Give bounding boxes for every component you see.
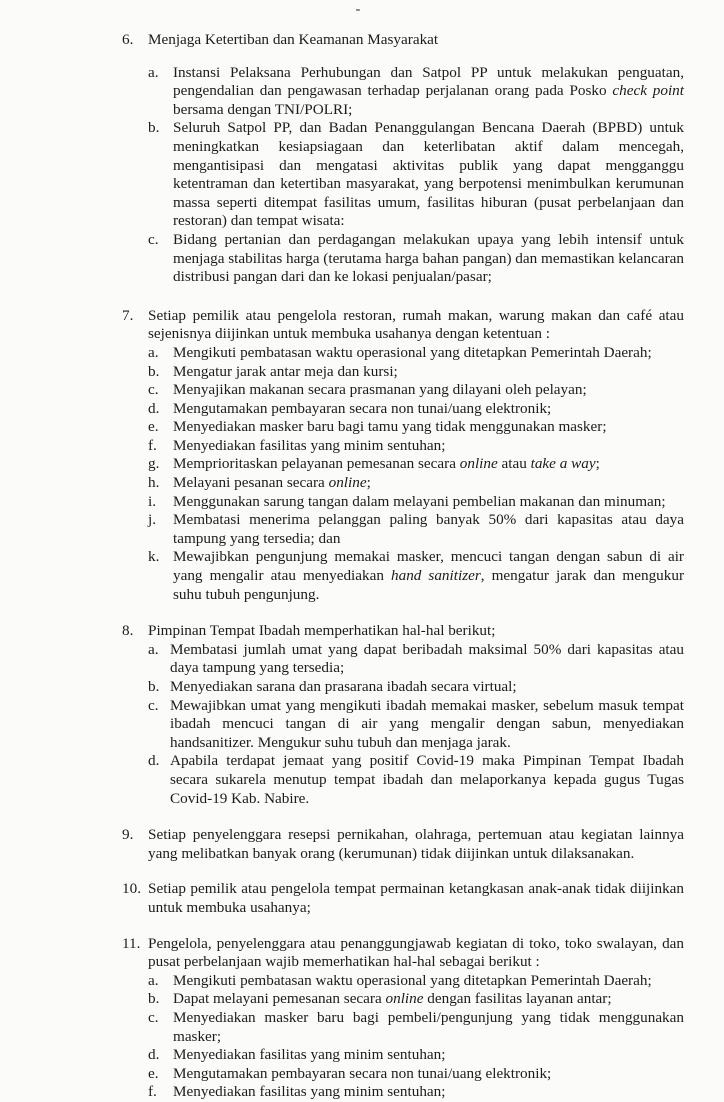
item-text: Menggunakan sarung tangan dalam melayani pembelian makanan dan minuman; xyxy=(173,492,666,510)
item-letter: b. xyxy=(148,990,160,1008)
list-item xyxy=(148,381,684,400)
text-run: dengan fasilitas layanan antar; xyxy=(423,990,612,1008)
item-text: Seluruh Satpol PP, dan Badan Penanggulangan Bencana Daerah (BPBD) untuk meningkatkan kesiapsiagaan dan keterlibatan aktif dalam mencegah, mengantisipasi dan mengatasi aktivitas publik yang dapat mengganggu ketentraman dan ketertiban masyarakat, yang berpotensi menimbulkan kerumunan massa seperti ditempat fasilitas umum, fasilitas hiburan (pusat perbelanjaan dan restoran) dan tempat wisata: xyxy=(173,119,684,230)
item-letter: b. xyxy=(148,119,160,137)
list-item xyxy=(148,1046,684,1065)
list-item xyxy=(148,1065,684,1084)
item-letter: e. xyxy=(148,1064,159,1082)
item-text: Mengatur jarak antar meja dan kursi; xyxy=(173,362,398,380)
list-item xyxy=(148,455,684,474)
item-text: Menyediakan masker baru bagi tamu yang tidak menggunakan masker; xyxy=(173,418,607,436)
item-text: Bidang pertanian dan perdagangan melakukan upaya yang lebih intensif untuk menjaga stabilitas harga (terutama harga bahan pangan) dan memastikan kelancaran distribusi pangan dari dan ke lokasi penjualan/pasar; xyxy=(173,230,684,286)
list-item xyxy=(148,363,684,382)
item-letter: c. xyxy=(148,1008,159,1026)
section-number: 10. xyxy=(122,880,141,898)
text-run: Memprioritaskan pelayanan pemesanan secara xyxy=(173,455,460,473)
item-text xyxy=(173,64,684,120)
item-letter: a. xyxy=(148,640,159,658)
list-item xyxy=(148,641,684,678)
section-title: Menjaga Ketertiban dan Keamanan Masyarakat xyxy=(148,31,439,48)
list-item xyxy=(148,697,684,753)
section-text: Setiap penyelenggara resepsi pernikahan, olahraga, pertemuan atau kegiatan lainnya yang melibatkan banyak orang (kerumunan) tidak diijinkan untuk dilaksanakan. xyxy=(148,826,684,862)
list-item xyxy=(148,344,684,363)
item-letter: f. xyxy=(148,1083,157,1101)
italic-term: hand sanitizer xyxy=(391,567,481,585)
list-item xyxy=(148,1009,684,1046)
item-letter: c. xyxy=(148,381,159,399)
item-text: Mengutamakan pembayaran secara non tunai/uang elektronik; xyxy=(173,1064,552,1082)
list-item xyxy=(148,678,684,697)
item-text: Menyediakan fasilitas yang minim sentuhan; xyxy=(173,1046,446,1064)
list-item xyxy=(148,437,684,456)
item-text: Apabila terdapat jemaat yang positif Covid-19 maka Pimpinan Tempat Ibadah secara sukarela menutup tempat ibadah dan melaporkanya kepada gugus Tugas Covid-19 Kab. Nabire. xyxy=(170,752,684,807)
sub-list xyxy=(148,641,684,808)
text-run: Mewajibkan pengunjung memakai masker, mencuci tangan dengan sabun di air yang mengalir atau menyediakan xyxy=(173,548,684,585)
list-item xyxy=(148,548,684,604)
italic-term: online xyxy=(385,990,424,1008)
section-title: Pengelola, penyelenggara atau penanggungjawab kegiatan di toko, toko swalayan, dan pusat perbelanjaan wajib memerhatikan hal-hal sebagai berikut : xyxy=(148,934,684,971)
text-run: ; xyxy=(595,455,600,473)
item-letter: a. xyxy=(148,971,159,989)
list-item xyxy=(148,119,684,231)
italic-term: take a way xyxy=(530,455,596,473)
section-6 xyxy=(122,31,684,287)
item-text: Menyediakan masker baru bagi pembeli/pengunjung yang tidak menggunakan masker; xyxy=(173,1008,684,1045)
item-text: Membatasi menerima pelanggan paling banyak 50% dari kapasitas atau daya tampung yang tersedia; dan xyxy=(173,511,684,547)
section-number: 7. xyxy=(122,306,134,324)
section-10 xyxy=(122,880,684,917)
sub-list xyxy=(148,64,684,287)
page-marker: - xyxy=(355,2,361,17)
item-letter: a. xyxy=(148,343,159,361)
text-run: ; xyxy=(366,474,371,492)
text-run: , mengatur jarak dan mengukur suhu tubuh pengunjung. xyxy=(173,567,685,603)
section-number: 6. xyxy=(122,31,134,48)
item-letter: h. xyxy=(148,474,160,492)
item-letter: b. xyxy=(148,678,160,695)
list-item xyxy=(148,990,684,1009)
item-text: Mengikuti pembatasan waktu operasional yang ditetapkan Pemerintah Daerah; xyxy=(173,343,652,361)
italic-term: online xyxy=(459,455,498,473)
item-letter: k. xyxy=(148,548,160,566)
item-letter: d. xyxy=(148,752,160,770)
text-run: Instansi Pelaksana Perhubungan dan Satpol PP untuk melakukan penguatan, pengendalian dan pengawasan terhadap perjalanan orang pada Posko xyxy=(173,63,684,100)
item-text: Menyediakan sarana dan prasarana ibadah secara virtual; xyxy=(170,678,517,695)
list-item xyxy=(148,64,684,120)
item-letter: f. xyxy=(148,436,157,454)
item-letter: d. xyxy=(148,1046,160,1064)
section-number: 9. xyxy=(122,826,134,844)
list-item xyxy=(148,493,684,512)
item-letter: e. xyxy=(148,418,159,436)
text-run: Melayani pesanan secara xyxy=(173,474,329,492)
italic-term: check point xyxy=(612,82,684,100)
text-run: Dapat melayani pemesanan secara xyxy=(173,990,386,1008)
section-7 xyxy=(122,307,684,605)
section-title: Setiap pemilik atau pengelola restoran, rumah makan, warung makan dan café atau sejenisnya diijinkan untuk membuka usahanya dengan ketentuan : xyxy=(148,306,684,343)
item-text: Menyediakan fasilitas yang minim sentuhan; xyxy=(173,1083,446,1101)
section-11 xyxy=(122,935,684,1102)
item-text xyxy=(173,474,684,493)
item-letter: g. xyxy=(148,455,160,473)
item-letter: c. xyxy=(148,230,159,248)
list-item xyxy=(148,418,684,437)
sub-list xyxy=(148,972,684,1102)
item-text: Mengutamakan pembayaran secara non tunai/uang elektronik; xyxy=(173,399,552,417)
item-text: Membatasi jumlah umat yang dapat beribadah maksimal 50% dari kapasitas atau daya tampung yang tersedia; xyxy=(170,640,684,677)
list-item xyxy=(148,231,684,287)
spacer xyxy=(122,50,684,64)
section-number: 8. xyxy=(122,622,134,640)
section-title: Pimpinan Tempat Ibadah memperhatikan hal-hal berikut; xyxy=(148,622,496,640)
item-letter: b. xyxy=(148,362,160,380)
list-item xyxy=(148,511,684,548)
sub-list xyxy=(148,344,684,604)
section-text: Setiap pemilik atau pengelola tempat permainan ketangkasan anak-anak tidak diijinkan untuk membuka usahanya; xyxy=(148,880,684,916)
item-text: Menyajikan makanan secara prasmanan yang dilayani oleh pelayan; xyxy=(173,381,587,399)
item-text: Menyediakan fasilitas yang minim sentuhan; xyxy=(173,436,446,454)
item-letter: d. xyxy=(148,399,160,417)
list-item xyxy=(148,474,684,493)
text-run: atau xyxy=(497,455,531,473)
item-text: Mewajibkan umat yang mengikuti ibadah memakai masker, sebelum masuk tempat ibadah mencuci tangan di air yang mengalir dengan sabun, menyediakan handsanitizer. Mengukur suhu tubuh dan menjaga jarak. xyxy=(170,696,684,751)
item-letter: i. xyxy=(148,492,157,510)
list-item xyxy=(148,400,684,419)
item-text xyxy=(173,548,684,604)
italic-term: online xyxy=(328,474,367,492)
item-letter: c. xyxy=(148,696,159,714)
item-text xyxy=(173,990,684,1009)
item-text: Mengikuti pembatasan waktu operasional yang ditetapkan Pemerintah Daerah; xyxy=(173,971,652,989)
list-item xyxy=(148,972,684,991)
item-letter: j. xyxy=(148,511,157,529)
section-number: 11. xyxy=(122,934,141,952)
list-item xyxy=(148,1083,684,1102)
list-item xyxy=(148,752,684,808)
text-run: bersama dengan TNI/POLRI; xyxy=(173,100,353,118)
item-text xyxy=(173,455,684,474)
section-9 xyxy=(122,826,684,863)
item-letter: a. xyxy=(148,63,159,81)
section-8 xyxy=(122,622,684,808)
